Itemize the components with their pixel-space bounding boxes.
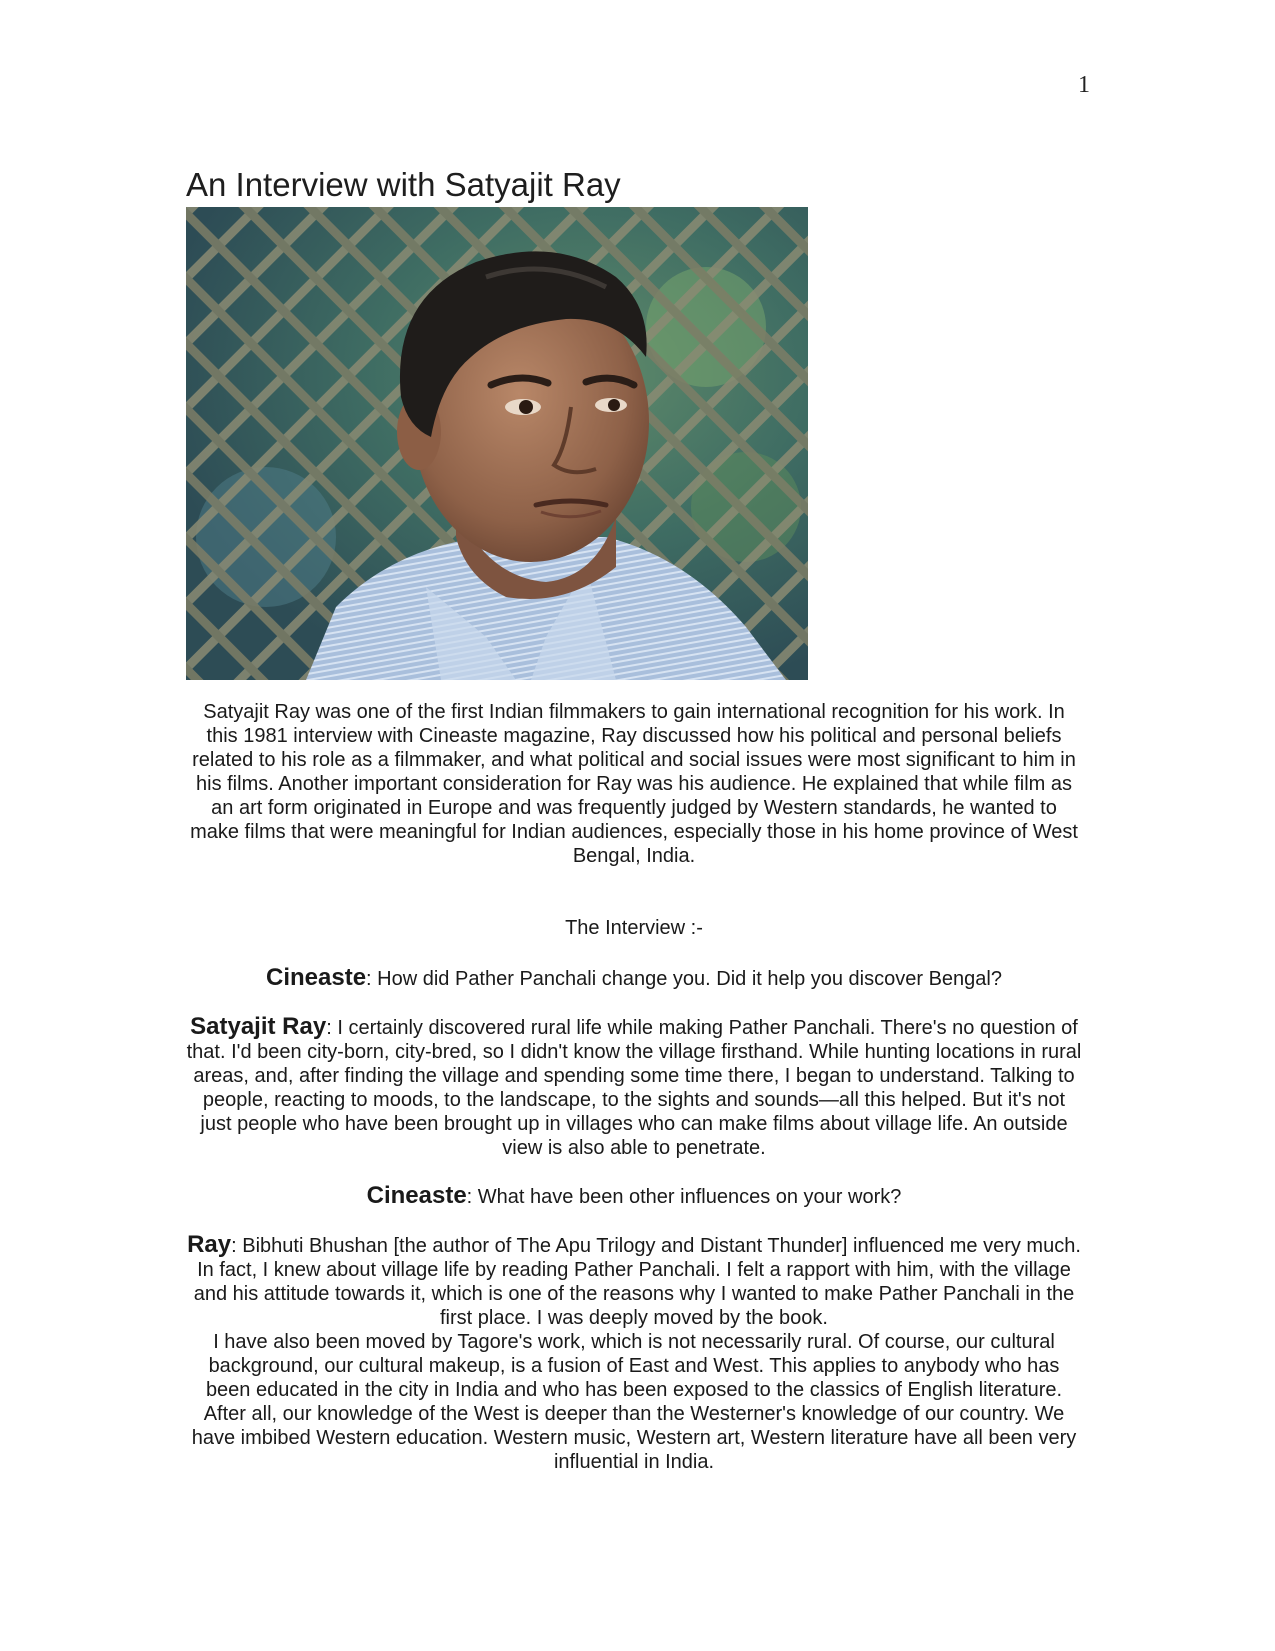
page-number: 1 bbox=[1078, 72, 1090, 98]
answer-text: : Bibhuti Bhushan [the author of The Apu Trilogy and Distant Thunder] influenced me very much. In fact, I knew about village life by reading Pather Panchali. I felt a rapport with him, with the village and his attitude towards it, which is one of the reasons why I wanted to make Pather Panchali in the first place. I was deeply moved by the book. bbox=[193, 1235, 1081, 1329]
section-heading: The Interview :- bbox=[565, 917, 703, 939]
answer-continuation: I have also been moved by Tagore's work, which is not necessarily rural. Of course, our cultural background, our cultural makeup, is a fusion of East and West. This applies to anybody who has been educated in the city in India and who has been exposed to the classics of English literature. After all, our knowledge of the West is deeper than the Westerner's knowledge of our country. We have imbibed Western education. Western music, Western art, Western literature have all been very influential in India. bbox=[191, 1331, 1077, 1473]
question-text: : What have been other influences on your work? bbox=[466, 1186, 902, 1208]
question-paragraph bbox=[186, 966, 1082, 991]
speaker-label: Ray bbox=[187, 1231, 232, 1258]
answer-paragraph bbox=[186, 1233, 1082, 1330]
portrait-photo bbox=[186, 207, 808, 680]
article-body bbox=[186, 700, 1082, 1474]
intro-paragraph: Satyajit Ray was one of the first Indian filmmakers to gain international recognition for his work. In this 1981 interview with Cineaste magazine, Ray discussed how his political and personal beliefs related to his role as a filmmaker, and what political and social issues were most significant to him in his films. Another important consideration for Ray was his audience. He explained that while film as an art form originated in Europe and was frequently judged by Western standards, he wanted to make films that were meaningful for Indian audiences, especially those in his home province of West Bengal, India. bbox=[190, 701, 1078, 867]
question-text: : How did Pather Panchali change you. Did it help you discover Bengal? bbox=[366, 968, 1002, 990]
answer-text: : I certainly discovered rural life while making Pather Panchali. There's no question of that. I'd been city-born, city-bred, so I didn't know the village firsthand. While hunting locations in rural areas, and, after finding the village and spending some time there, I began to understand. Talking to people, reacting to moods, to the landscape, to the sights and sounds—all this helped. But it's not just people who have been brought up in villages who can make films about village life. An outside view is also able to penetrate. bbox=[186, 1017, 1082, 1159]
question-paragraph bbox=[186, 1184, 1082, 1209]
speaker-label: Cineaste bbox=[266, 964, 367, 991]
page-title: An Interview with Satyajit Ray bbox=[186, 166, 621, 203]
speaker-label: Satyajit Ray bbox=[190, 1013, 327, 1040]
answer-paragraph bbox=[186, 1015, 1082, 1160]
speaker-label: Cineaste bbox=[366, 1182, 467, 1209]
